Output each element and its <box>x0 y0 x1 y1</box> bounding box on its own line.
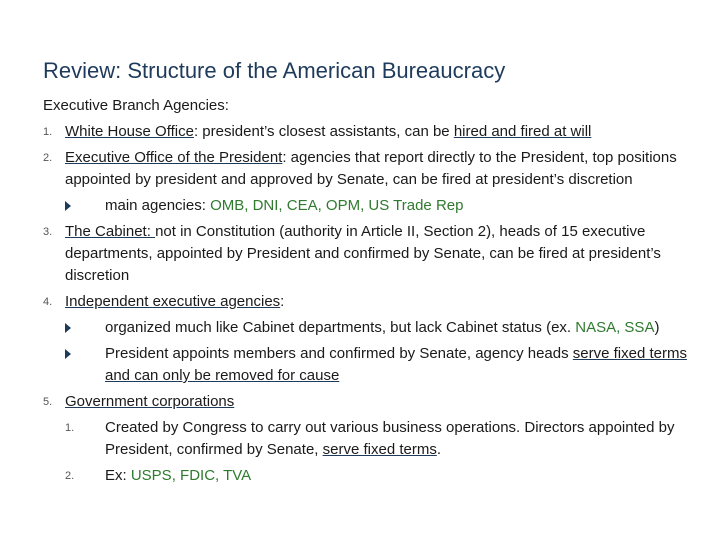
section-heading: Executive Branch Agencies: <box>43 97 229 114</box>
item-term: The Cabinet: <box>65 223 156 240</box>
sub-item-highlight: NASA, SSA <box>575 319 655 336</box>
sub-item-text-end: . <box>436 441 441 458</box>
sub-item-text: Ex: <box>105 467 131 484</box>
item-number: 5. <box>43 396 53 408</box>
item-number: 3. <box>43 226 53 238</box>
list-item-4 <box>43 291 693 313</box>
sub-item-number: 2. <box>65 470 75 482</box>
sub-item <box>65 417 693 461</box>
list-item-1 <box>43 121 693 143</box>
item-text: : agencies that report directly to the President, top positions appointed by president and approved by Senate, can be fired at president’s discretion <box>65 149 677 188</box>
sub-item-number: 1. <box>65 422 75 434</box>
sub-item-text: Created by Congress to carry out various business operations. Directors appointed by President, confirmed by Senate, <box>105 419 675 458</box>
slide-title: Review: Structure of the American Bureaucracy <box>43 58 506 83</box>
sub-item-underlined: serve fixed terms <box>322 441 437 458</box>
sub-item <box>65 195 693 217</box>
sub-item <box>65 317 693 339</box>
sub-item-text: organized much like Cabinet departments, but lack Cabinet status (ex. <box>105 319 576 336</box>
item-number: 4. <box>43 296 53 308</box>
bullet-arrow-icon <box>65 349 71 359</box>
list-item-5 <box>43 391 693 413</box>
sub-item-text-end: ) <box>654 319 660 336</box>
item-number: 2. <box>43 152 53 164</box>
item-underlined-text: hired and fired at will <box>453 123 592 140</box>
sub-item-highlight: OMB, DNI, CEA, OPM, US Trade Rep <box>210 197 464 214</box>
item-term: White House Office <box>65 123 194 140</box>
item-term: Independent executive agencies <box>65 293 281 310</box>
item-term: Executive Office of the President <box>65 149 283 166</box>
sub-item-underlined: serve fixed terms and can only be removed for cause <box>105 345 687 384</box>
item-text: : president’s closest assistants, can be <box>193 123 454 140</box>
bullet-arrow-icon <box>65 323 71 333</box>
item-text: not in Constitution (authority in Article II, Section 2), heads of 15 executive departments, appointed by President and confirmed by Senate, can be fired at president’s discretion <box>65 223 661 284</box>
item-term: Government corporations <box>65 393 235 410</box>
sub-item <box>65 343 693 387</box>
sub-item-text: main agencies: <box>105 197 211 214</box>
item-text: : <box>280 293 285 310</box>
sub-item-text: President appoints members and confirmed by Senate, agency heads <box>105 345 573 362</box>
item-number: 1. <box>43 126 53 138</box>
sub-item <box>65 465 693 487</box>
list-item-2 <box>43 147 693 191</box>
bullet-arrow-icon <box>65 201 71 211</box>
list-item-3 <box>43 221 693 287</box>
sub-item-highlight: USPS, FDIC, TVA <box>130 467 252 484</box>
slide-content <box>43 95 693 487</box>
